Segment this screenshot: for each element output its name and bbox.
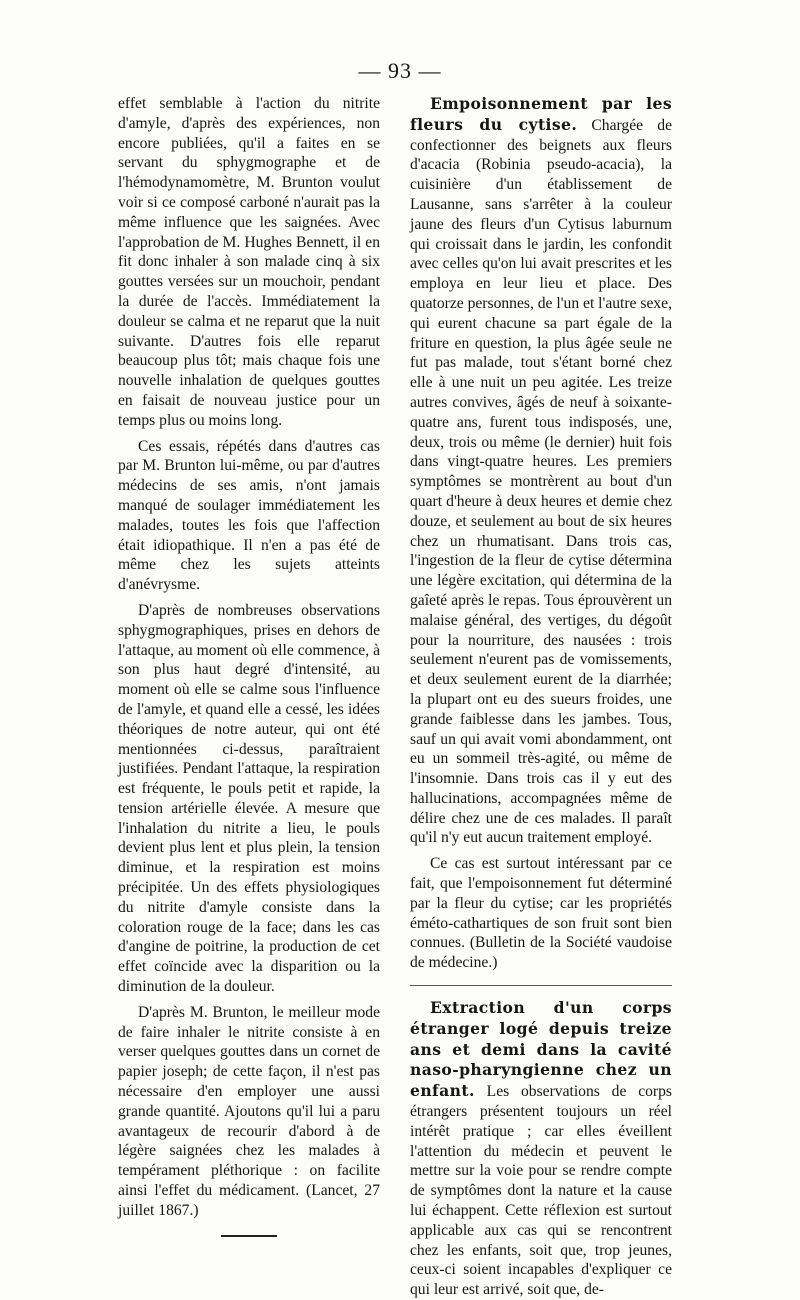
article-text: Les observations de corps étrangers présentent toujours un réel intérêt pratique ; car elles éveillent l'attention du médecin et peuvent le mettre sur la voie pour se rendre compte de symptômes dont la nature et la cause lui échappent. Cette réflexion est surtout applicable aux cas qui se rencontrent chez les enfants, soit que, trop jeunes, ceux-ci soient incapables d'expliquer ce qui leur est arrivé, soit que, de-	[410, 1083, 672, 1299]
paragraph: D'après M. Brunton, le meilleur mode de faire inhaler le nitrite consiste à en verser quelques gouttes dans un cornet de papier joseph; de cette façon, il n'est pas nécessaire d'en employer une aussi grande quantité. Ajoutons qu'il lui a paru avantageux de recourir d'abord à de légère saignées chez les malades à tempérament pléthorique : on facilite ainsi l'effet du médicament. (Lancet, 27 juillet 1867.)	[118, 1003, 380, 1219]
paragraph: D'après de nombreuses observations sphygmographiques, prises en dehors de l'attaque, au moment où elle commence, à son plus haut degré d'intensité, au moment où elle se calme sous l'influence de l'amyle, et quand elle a cessé, les idées théoriques de notre auteur, qui ont été mentionnées ci-dessus, paraîtraient justifiées. Pendant l'attaque, la respiration est fréquente, le pouls petit et rapide, la tension artérielle élevée. A mesure que l'inhalation du nitrite a lieu, le pouls devient plus lent et plus plein, la tension diminue, et la respiration est moins précipitée. Un des effets physiologiques du nitrite d'amyle consiste dans la coloration rouge de la face; dans les cas d'angine de poitrine, la production de cet effet coïncide avec la disparition ou la diminution de la douleur.	[118, 601, 380, 996]
article-extraction	[410, 998, 672, 1300]
paragraph: Ces essais, répétés dans d'autres cas par M. Brunton lui-même, ou par d'autres médecins de ses amis, n'ont jamais manqué de soulager immédiatement les malades, toutes les fois que l'affection était idiopathique. Il n'en a pas été de même chez les sujets atteints d'anévrysme.	[118, 437, 380, 594]
end-rule	[221, 1235, 277, 1237]
right-column	[410, 94, 672, 1300]
section-divider	[410, 985, 672, 986]
paragraph: Ce cas est surtout intéressant par ce fait, que l'empoisonnement fut déterminé par la fleur du cytise; car les propriétés éméto-cathartiques de son fruit sont bien connues. (Bulletin de la Société vaudoise de médecine.)	[410, 855, 672, 972]
article-poisoning	[410, 94, 672, 848]
paragraph: effet semblable à l'action du nitrite d'amyle, d'après des expériences, non encore publiées, qu'il a faites en se servant du sphygmographe et de l'hémodynamomètre, M. Brunton voulut voir si ce composé carboné n'aurait pas la même influence que les saignées. Avec l'approbation de M. Hughes Bennett, il en fit donc inhaler à son malade cinq à six gouttes versées sur un mouchoir, pendant la durée de l'accès. Immédiatement la douleur se calma et ne reparut que la nuit suivante. D'autres fois elle reparut beaucoup plus tôt; mais chaque fois une nouvelle inhalation de quelques gouttes en faisait de nouveau justice pour un temps plus ou moins long.	[118, 95, 380, 429]
article-title: Extraction d'un corps étranger logé depuis treize ans et demi dans la cavité naso-pharyngienne chez un enfant.	[410, 998, 672, 1101]
page-number: — 93 —	[358, 58, 442, 83]
article-title: Empoisonnement par les fleurs du cytise.	[410, 94, 672, 134]
article-text: Chargée de confectionner des beignets aux fleurs d'acacia (Robinia pseudo-acacia), la cuisinière d'un établissement de Lausanne, sans s'arrêter à la couleur jaune des fleurs d'un Cytisus laburnum qui croissait dans le jardin, les confondit avec celles qu'on lui avait prescrites et les employa en leur lieu et place. Des quatorze personnes, de l'un et l'autre sexe, qui eurent chacune sa part égale de la friture en question, la plus âgée seule ne fut pas malade, tout s'étant borné chez elle à une nuit un peu agitée. Les treize autres convives, âgés de neuf à soixante-quatre ans, furent tous indisposés, une, deux, trois ou même (le dernier) huit fois dans vingt-quatre heures. Les premiers symptômes se montrèrent au bout d'un quart d'heure à deux heures et demie chez douze, et seulement au bout de six heures chez un rhumatisant. Dans trois cas, l'ingestion de la fleur de cytise détermina une légère excitation, qui détermina de la gaîeté après le repas. Tous éprouvèrent un malaise général, des vertiges, du dégoût pour la nourriture, des nausées : trois seulement n'eurent pas de vomissements, et deux seulement eurent de la diarrhée; la plupart ont eu des sueurs froides, une grande faiblesse dans les jambes. Tous, sauf un qui avait vomi abondamment, ont eu un sommeil très-agité, ou même de l'insomnie. Dans trois cas il y eut des hallucinations, accompagnées même de délire chez une de ces malades. Il paraît qu'il n'y eut aucun traitement employé.	[410, 116, 672, 847]
left-column	[118, 94, 380, 1237]
